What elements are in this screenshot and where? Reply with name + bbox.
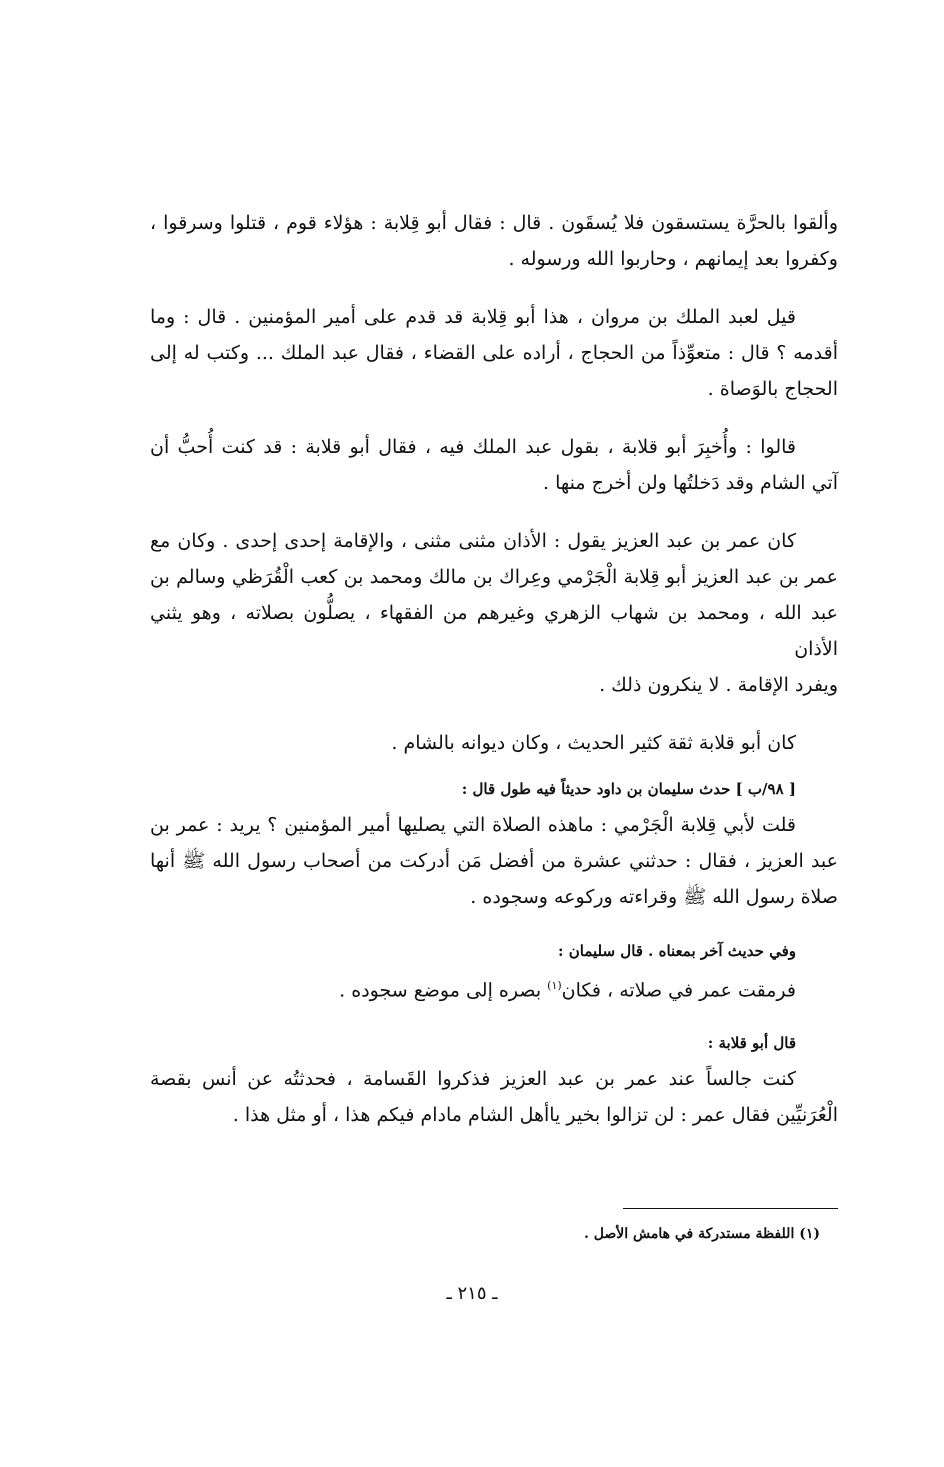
text-line: كان أبو قلابة ثقة كثير الحديث ، وكان ديوانه بالشام . [391, 732, 796, 754]
text-line: كنت جالساً عند عمر بن عبد العزيز فذكروا القَسامة ، فحدثتُه عن أنس بقصة [150, 1068, 796, 1091]
text-line: وألقوا بالحرَّة يستسقون فلا يُسقَون . قال : فقال أبو قِلابة : هؤلاء قوم ، قتلوا وسرقوا ، [150, 212, 838, 234]
isnad-heading-3: قال أبو قلابة : [707, 1034, 796, 1053]
sub-line-before: فرمقت عمر في صلاته ، فكان [561, 979, 796, 1002]
footnote: (١) اللفظة مستدركة في هامش الأصل . [584, 1226, 820, 1242]
text-line: عمر بن عبد العزيز أبو قِلابة الْجَرْمي وعِراك بن مالك ومحمد بن كعب الْقُرَظي وسالم بن [150, 566, 838, 588]
footnote-ref: (١) [547, 979, 562, 992]
text-line: وكفروا بعد إيمانهم ، وحاربوا الله ورسوله . [508, 248, 838, 270]
text-line: عبد الله ، ومحمد بن شهاب الزهري وغيرهم من الفقهاء ، يصلُّون بصلاته ، وهو يثني الأذان [150, 602, 838, 660]
text-line: الْعُرَنيِّين فقال عمر : لن تزالوا بخير ياأهل الشام مادام فيكم هذا ، أو مثل هذا . [232, 1104, 838, 1127]
text-line: ويفرد الإقامة . لا ينكرون ذلك . [599, 674, 838, 696]
page-number: ـ ٢١٥ ـ [446, 1283, 498, 1304]
text-line: قالوا : وأُخبِرَ أبو قلابة ، بقول عبد الملك فيه ، فقال أبو قلابة : قد كنت أُحبُّ أن [150, 436, 796, 458]
paragraph-6 [150, 807, 838, 915]
footnote-divider [623, 1208, 838, 1209]
text-line: صلاة رسول الله ﷺ وقراءته وركوعه وسجوده . [470, 886, 838, 908]
paragraph-7 [150, 1061, 838, 1133]
text-line: الحجاج بالوَصاة . [707, 378, 838, 400]
paragraph-2 [150, 299, 838, 407]
text-line: عبد العزيز ، فقال : حدثني عشرة من أفضل مَن أدركت من أصحاب رسول الله ﷺ أنها [150, 850, 838, 872]
paragraph-5 [150, 725, 838, 761]
text-line: كان عمر بن عبد العزيز يقول : الأذان مثنى مثنى ، والإقامة إحدى إحدى . وكان مع [150, 530, 796, 552]
page-body [150, 205, 838, 1155]
sub-line [150, 969, 838, 1007]
text-line: قلت لأبي قِلابة الْجَرْمي : ماهذه الصلاة التي يصليها أمير المؤمنين ؟ يريد : عمر بن [150, 814, 796, 836]
sub-line-after: بصره إلى موضع سجوده . [339, 979, 548, 1002]
paragraph-3 [150, 429, 838, 501]
text-line: أقدمه ؟ قال : متعوِّذاً من الحجاج ، أراده على القضاء ، فقال عبد الملك ... وكتب له إلى [150, 342, 838, 364]
isnad-heading-1: [ ٩٨/ب ] حدث سليمان بن داود حديثاً فيه طول قال : [461, 780, 796, 798]
text-line: آتي الشام وقد دَخلتُها ولن أخرج منها . [543, 472, 838, 494]
paragraph-1 [150, 205, 838, 277]
text-line: قيل لعبد الملك بن مروان ، هذا أبو قِلابة قد قدم على أمير المؤمنين . قال : وما [150, 306, 796, 328]
isnad-heading-2: وفي حديث آخر بمعناه . قال سليمان : [558, 942, 796, 960]
paragraph-4 [150, 523, 838, 703]
